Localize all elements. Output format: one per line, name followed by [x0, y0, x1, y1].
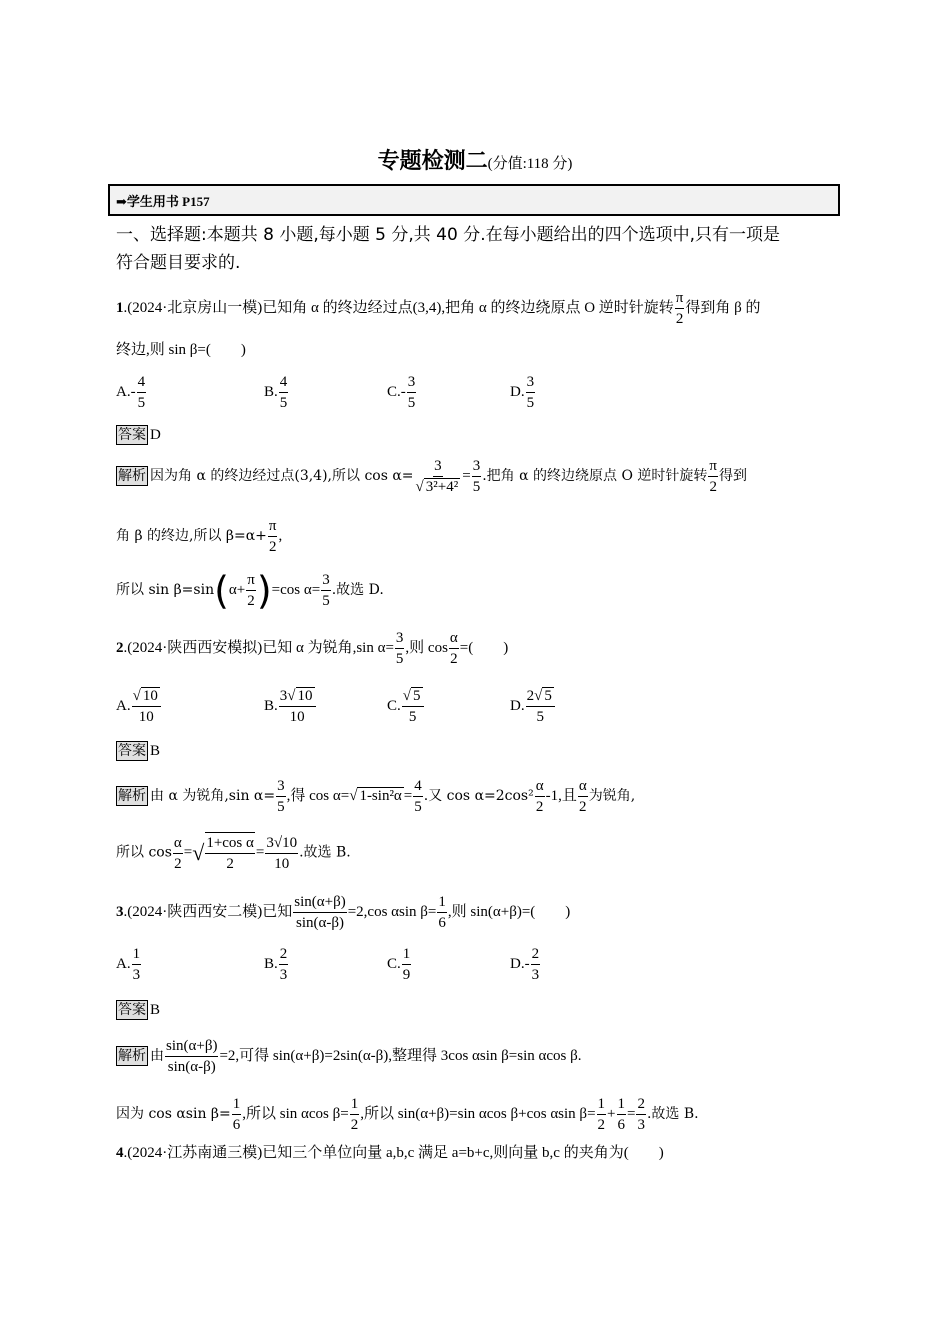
answer-tag: 答案	[118, 427, 146, 443]
q1-option-b[interactable]: B. $\frac{4}{5}$	[264, 374, 288, 411]
q1-rot-fraction: $\frac{\pi}{2}$	[675, 290, 684, 327]
q3-option-c[interactable]: C. $\frac{1}{9}$	[387, 946, 411, 983]
q3-answer: 答案 B	[118, 1002, 161, 1018]
q3-option-b[interactable]: B. $\frac{2}{3}$	[264, 946, 288, 983]
q1-stem-a: .(2024·北京房山一模)已知角 α 的终边经过点(3,4),把角 α 的终边绕原点 O 逆时针旋转	[123, 299, 674, 316]
q1-option-a[interactable]: A.- $\frac{4}{5}$	[116, 374, 146, 411]
q1-stem-line1	[116, 288, 761, 329]
q2-option-d[interactable]: D. $\frac{2√ 5}{5}$	[510, 686, 556, 727]
q2-solution-line2: 所以 cos $\frac{\alpha}{2}$ =√ $\frac{\text{1+cos α}}{2}$ = $\frac{3√10}{10}$ .故选 B.	[116, 832, 351, 874]
q1-option-c[interactable]: C.- $\frac{3}{5}$	[387, 374, 416, 411]
q3-option-a[interactable]: A. $\frac{1}{3}$	[116, 946, 141, 983]
section-heading-line2: 符合题目要求的.	[116, 253, 241, 273]
page-title	[0, 144, 950, 175]
student-book-reference	[108, 184, 840, 216]
q2-solution-line1: 解析 由 α 为锐角,sin α= $\frac{3}{5}$ ,得 cos α=√ 1-sin²α = $\frac{4}{5}$ .又 cos α=2cos² $\frac{\alpha}{2}$ -1,且 $\frac{\alpha}{2}$ 为锐角,	[118, 778, 636, 815]
q3-solution-line1: 解析 由 $\frac{\sin(\alpha+\beta)}{\sin(\alpha-\beta)}$ =2,可得 sin(α+β)=2sin(α-β),整理得 3cos αsin β=sin αcos β.	[118, 1038, 582, 1075]
q2-option-a[interactable]: A. $\frac{√ 10}{10}$	[116, 686, 162, 727]
q1-solution-line1: 解析 因为角 α 的终边经过点(3,4),所以 cos α= $\frac{3}{\text{√ 3²+4²}}$ = $\frac{3}{5}$ .把角 α 的终边绕原点 O 逆时针旋转 $\frac{\pi}{2}$ 得到	[118, 458, 747, 495]
q1-answer: 答案 D	[118, 427, 161, 443]
section-heading-line1: 一、选择题:本题共 8 小题,每小题 5 分,共 40 分.在每小题给出的四个选项中,只有一项是	[116, 225, 781, 245]
q2-option-b[interactable]: B. $\frac{3√ 10}{10}$	[264, 686, 317, 727]
q1-option-d[interactable]: D. $\frac{3}{5}$	[510, 374, 535, 411]
title-text: 专题检测二	[377, 149, 488, 174]
q4-stem: 4.(2024·江苏南通三模)已知三个单位向量 a,b,c 满足 a=b+c,则向量 b,c 的夹角为( )	[116, 1145, 664, 1161]
title-score: (分值:118 分)	[487, 156, 573, 172]
q1-stem-b: 得到角 β 的	[685, 299, 761, 316]
q1-solution-line3: 所以 sin β=sin(α+ $\frac{\pi}{2}$ )=cos α= $\frac{3}{5}$ .故选 D.	[116, 568, 384, 613]
q2-stem: 2.(2024·陕西西安模拟)已知 α 为锐角,sin α= $\frac{3}{5}$ ,则 cos $\frac{\alpha}{2}$ =( )	[116, 630, 509, 667]
q3-stem: 3.(2024·陕西西安二模)已知 $\frac{\sin(\alpha+\beta)}{\sin(\alpha-\beta)}$ =2,cos αsin β= $\frac{1}{6}$ ,则 sin(α+β)=( )	[116, 894, 571, 931]
q3-solution-line2: 因为 cos αsin β= $\frac{1}{6}$ ,所以 sin αcos β= $\frac{1}{2}$ ,所以 sin(α+β)=sin αcos β+cos αsin β= $\frac{1}{2}$ + $\frac{1}{6}$ = $\frac{2}{3}$ .故选 B.	[116, 1096, 699, 1133]
q3-option-d[interactable]: D.- $\frac{2}{3}$	[510, 946, 540, 983]
stub-text: ➡学生用书 P157	[116, 194, 210, 209]
q1-number: 1	[116, 299, 124, 316]
q1-stem-line2: 终边,则 sin β=( )	[116, 342, 246, 358]
q2-option-c[interactable]: C. $\frac{√ 5}{5}$	[387, 686, 425, 727]
analysis-tag: 解析	[118, 467, 146, 484]
q2-answer: 答案 B	[118, 743, 161, 759]
q1-solution-line2: 角 β 的终边,所以 β=α+ $\frac{\pi}{2}$ ,	[116, 518, 283, 555]
